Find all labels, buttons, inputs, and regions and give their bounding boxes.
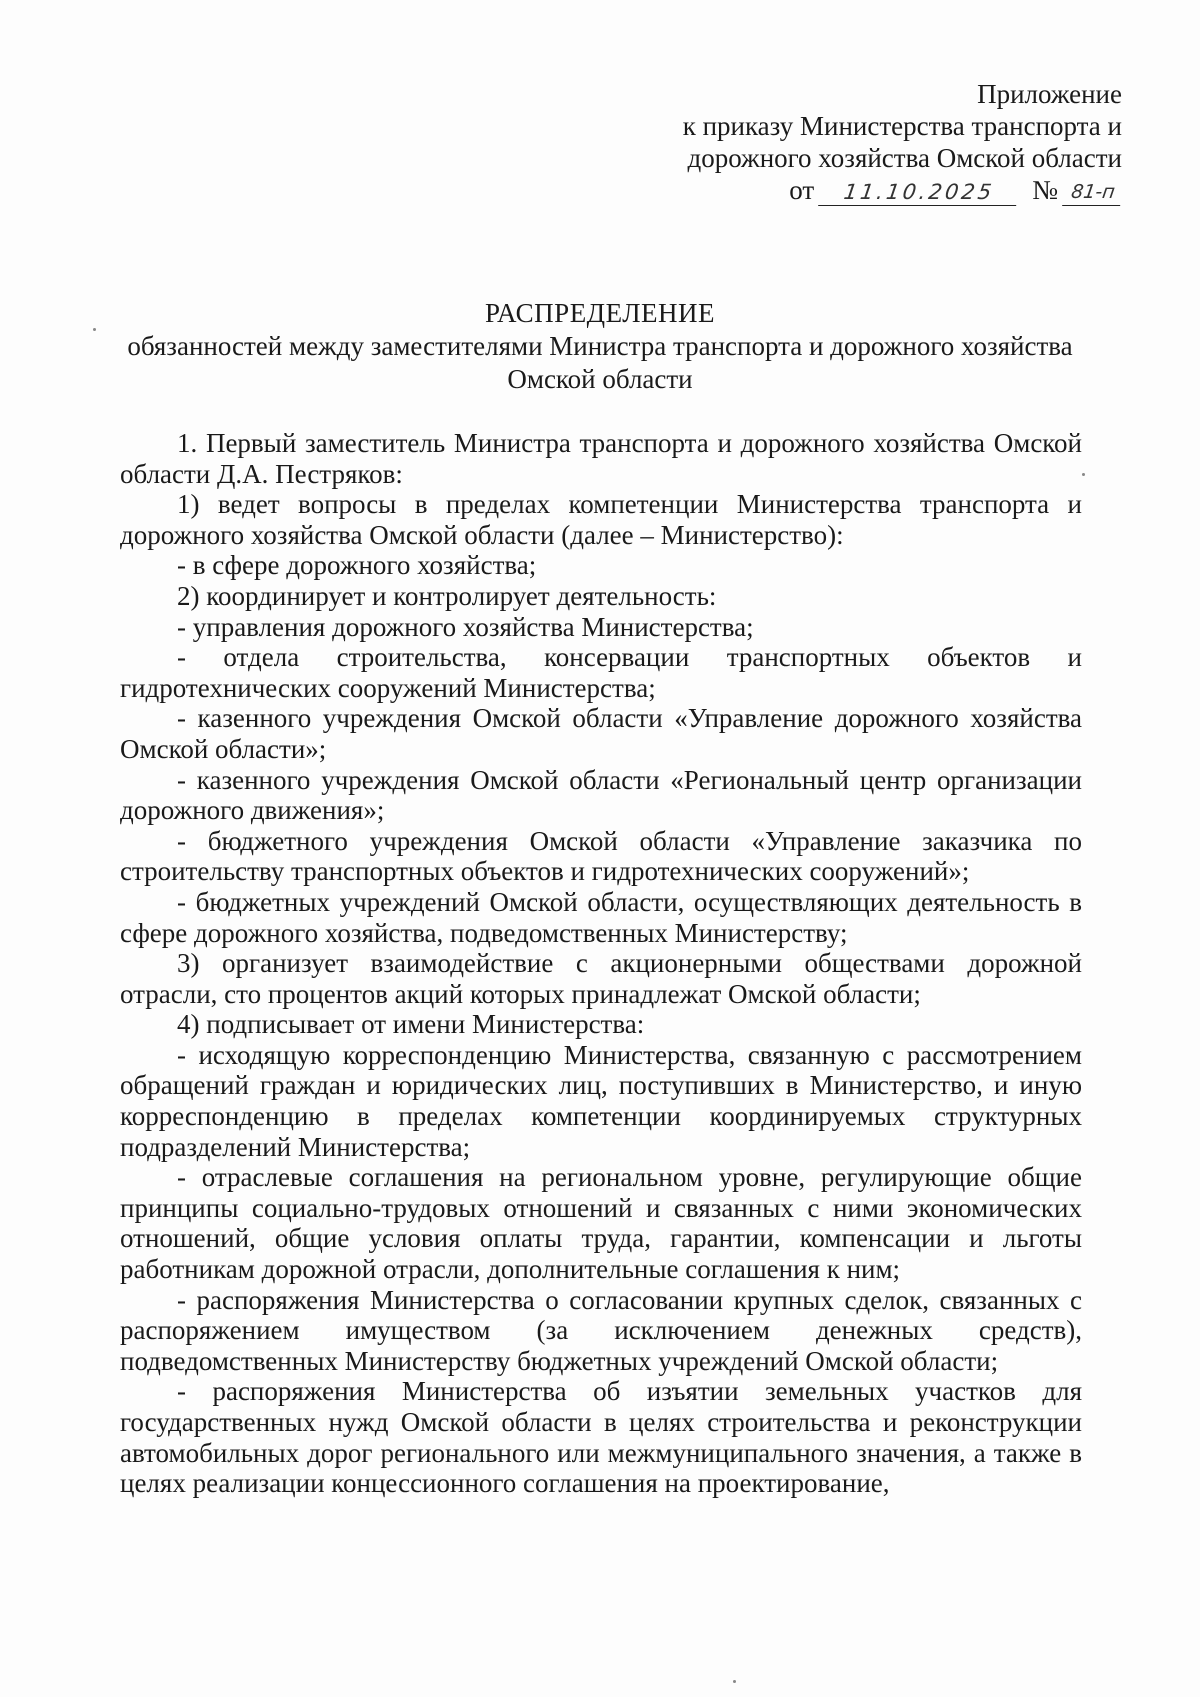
paragraph: - исходящую корреспонденцию Министерства, связанную с рассмотрением обращений граждан и юридических лиц, поступивших в Министерство, и иную корреспонденцию в пределах компетенции координируемых структурных подразделений Министерства; — [120, 1039, 1082, 1162]
scan-speck — [1082, 473, 1085, 476]
scan-speck — [93, 328, 96, 331]
document-body — [120, 428, 1082, 1499]
paragraph: - распоряжения Министерства о согласовании крупных сделок, связанных с распоряжением имуществом (за исключением денежных средств), подведомственных Министерству бюджетных учреждений Омской области; — [120, 1284, 1082, 1376]
order-reference-line: к приказу Министерства транспорта и — [682, 111, 1122, 141]
paragraph: - бюджетного учреждения Омской области «Управление заказчика по строительству транспортных объектов и гидротехнических сооружений»; — [120, 825, 1082, 887]
paragraph: - отдела строительства, консервации транспортных объектов и гидротехнических сооружений Министерства; — [120, 642, 1082, 703]
appendix-label: Приложение — [977, 79, 1122, 109]
document-title — [120, 297, 1080, 396]
handwritten-date: 11.10.2025 — [818, 179, 1020, 206]
paragraph: - в сфере дорожного хозяйства; — [177, 550, 537, 581]
paragraph: - распоряжения Министерства об изъятии земельных участков для государственных нужд Омской области в целях строительства и реконструкции автомобильных дорог регионального или межмуниципального значения, а также в целях реализации концессионного соглашения на проектирование, — [120, 1376, 1082, 1499]
date-prefix: от — [789, 175, 815, 205]
paragraph: - казенного учреждения Омской области «Управление дорожного хозяйства Омской области»; — [120, 703, 1082, 764]
paragraph: 3) организует взаимодействие с акционерными обществами дорожной отрасли, сто процентов акций которых принадлежат Омской области; — [120, 948, 1082, 1009]
paragraph: 1) ведет вопросы в пределах компетенции Министерства транспорта и дорожного хозяйства Омской области (далее – Министерство): — [120, 489, 1082, 550]
scan-speck — [733, 1680, 736, 1683]
title-main: РАСПРЕДЕЛЕНИЕ — [484, 298, 716, 328]
title-subtitle-line-1: обязанностей между заместителями Министра транспорта и дорожного хозяйства — [127, 331, 1073, 361]
paragraph: 1. Первый заместитель Министра транспорта и дорожного хозяйства Омской области Д.А. Пестряков: — [120, 428, 1082, 489]
paragraph: - казенного учреждения Омской области «Региональный центр организации дорожного движения»; — [120, 764, 1082, 826]
date-number-line — [602, 174, 1122, 206]
appendix-header — [602, 78, 1122, 206]
title-subtitle-line-2: Омской области — [507, 364, 693, 394]
paragraph: 2) координирует и контролирует деятельность: — [177, 580, 717, 611]
number-prefix: № — [1032, 175, 1058, 205]
paragraph: 4) подписывает от имени Министерства: — [177, 1009, 645, 1040]
paragraph: - отраслевые соглашения на региональном уровне, регулирующие общие принципы социально-трудовых отношений и связанных с ними экономических отношений, общие условия оплаты труда, гарантии, компенсации и льготы работникам дорожной отрасли, дополнительные соглашения к ним; — [120, 1162, 1082, 1285]
ministry-line: дорожного хозяйства Омской области — [687, 143, 1122, 173]
paragraph: - бюджетных учреждений Омской области, осуществляющих деятельность в сфере дорожного хозяйства, подведомственных Министерству; — [120, 886, 1082, 948]
paragraph: - управления дорожного хозяйства Министерства; — [177, 611, 754, 642]
handwritten-number: 81-п — [1062, 179, 1124, 206]
